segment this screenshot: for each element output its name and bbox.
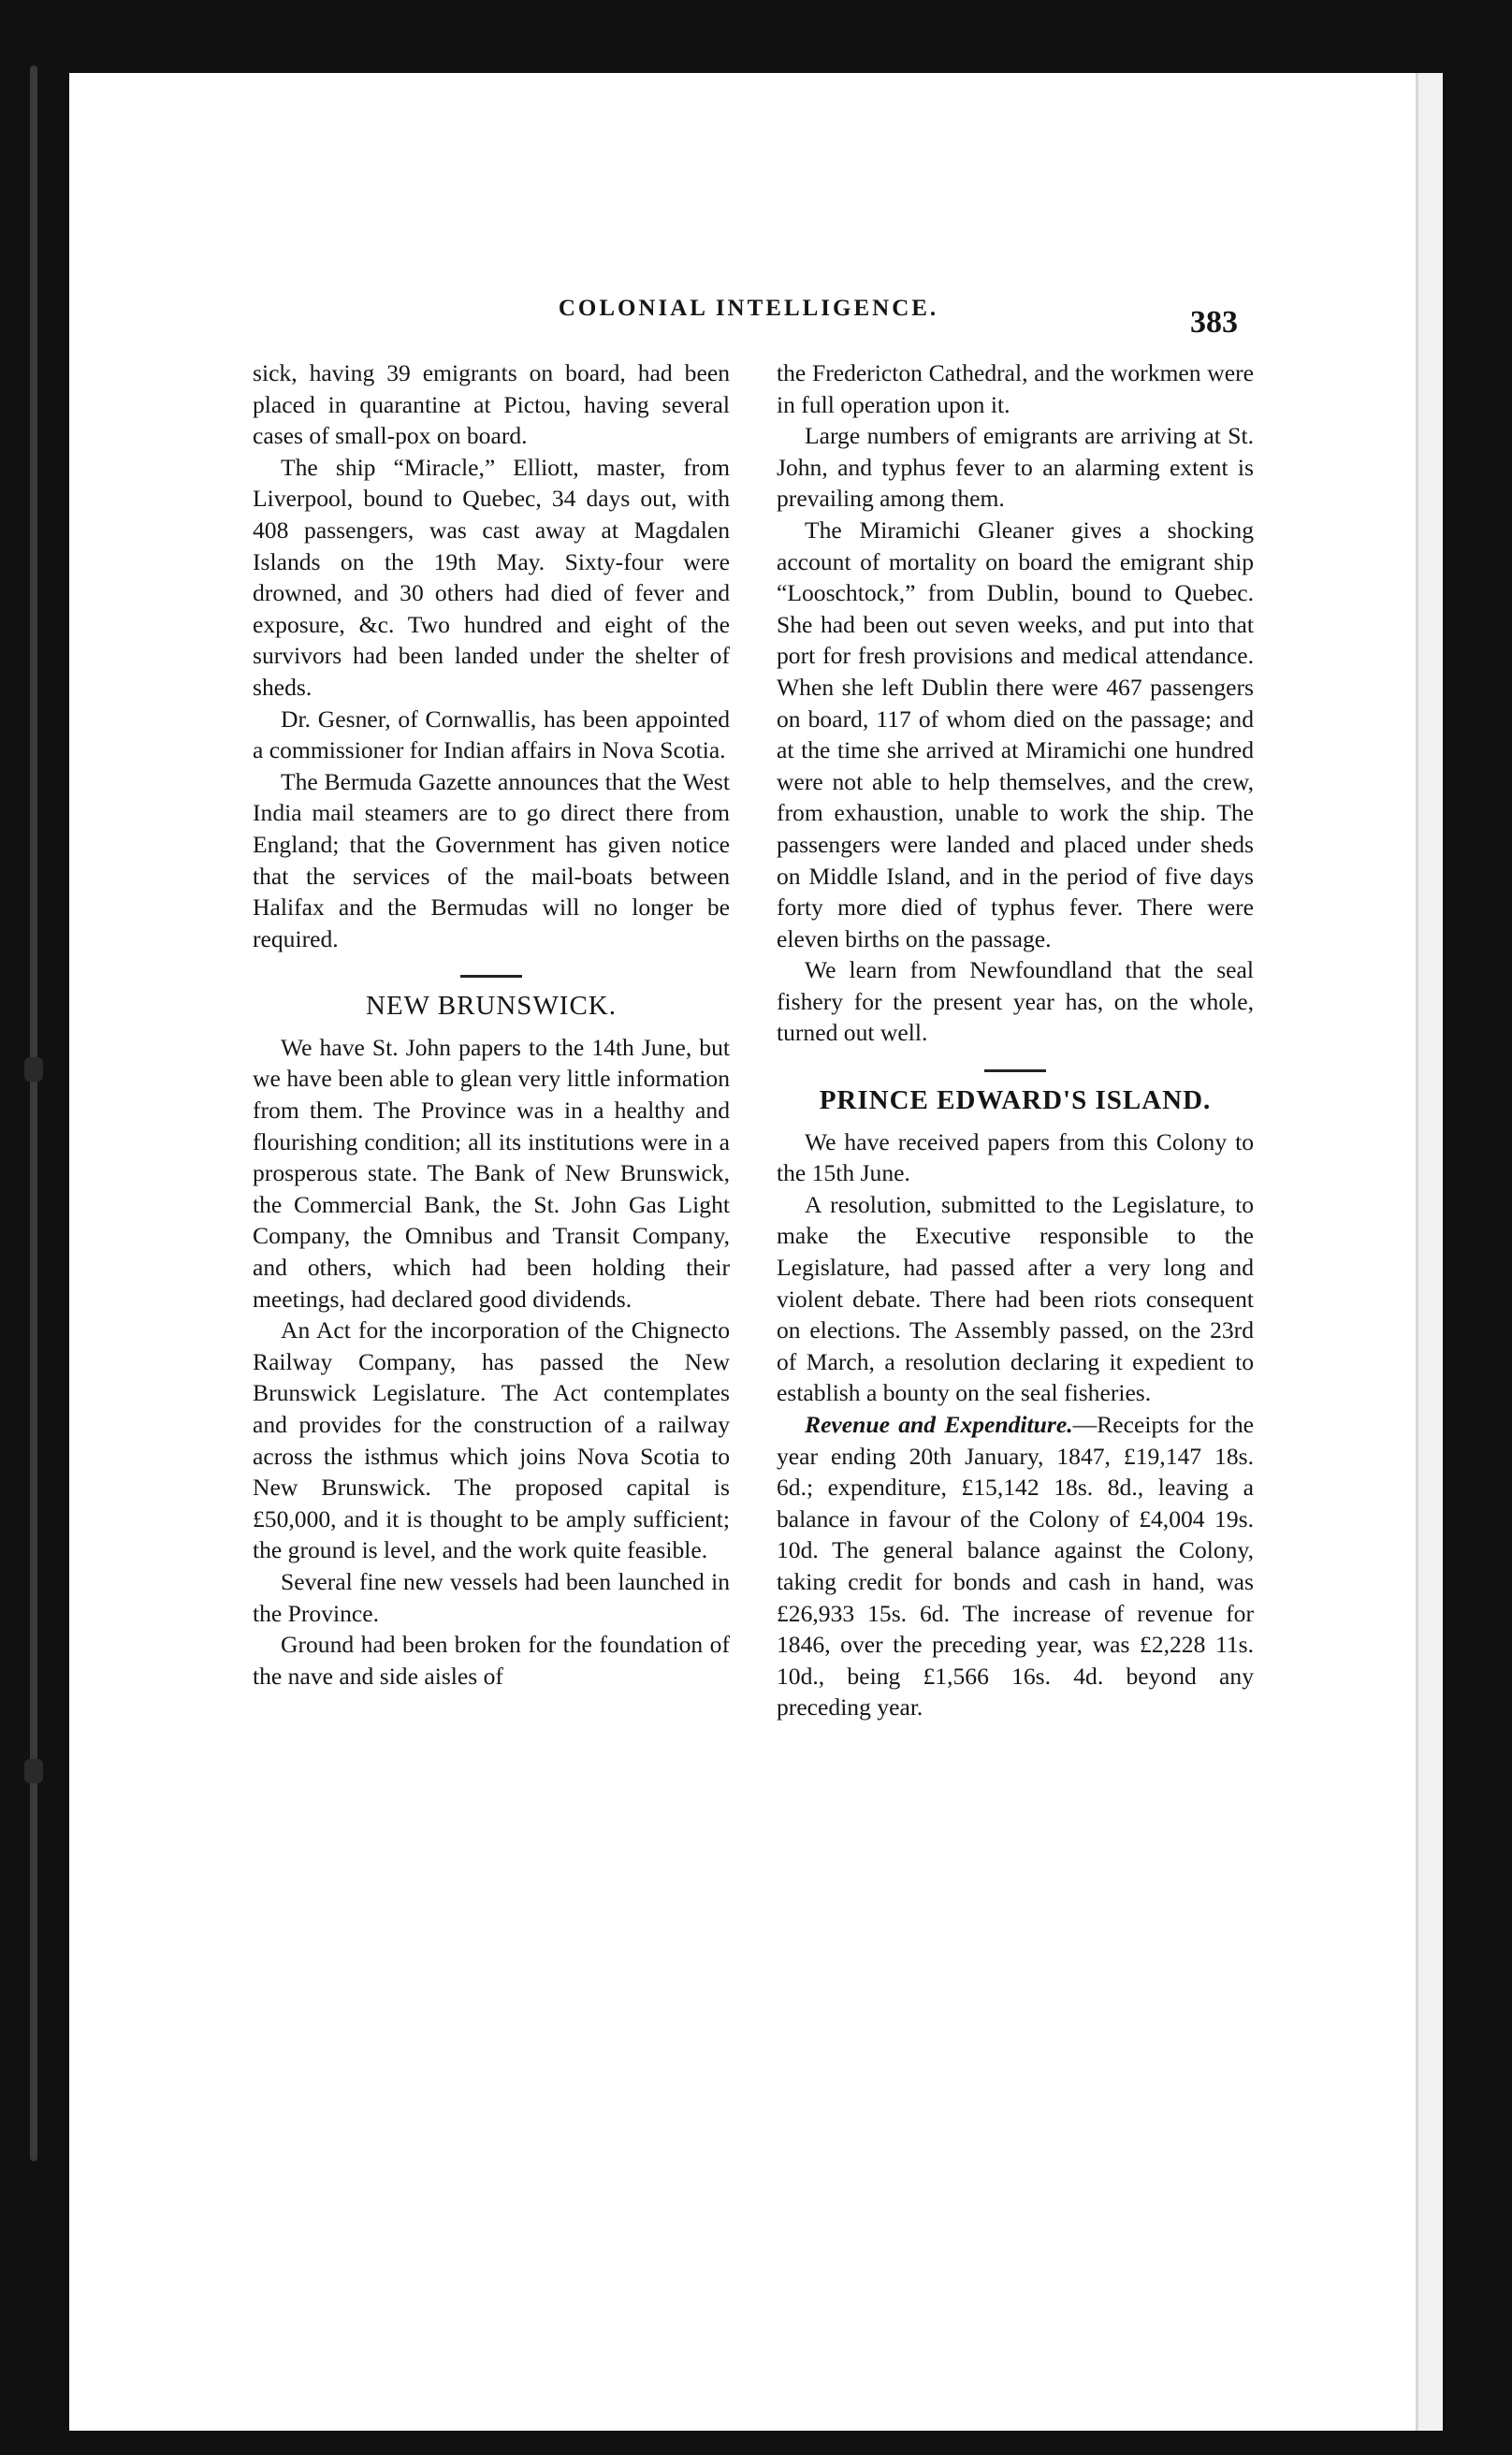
page-number: 383 [1190,305,1238,340]
paragraph: We learn from Newfoundland that the seal fishery for the present year has, on the whole, turned out well. [777,956,1254,1047]
paragraph: A resolution, submitted to the Legislature, to make the Executive responsible to the Legislature, had passed after a very long and violent debate. There had been riots consequent on elections. The Assembly passed, on the 23rd of March, a resolution declaring it expedient to establish a bounty on the seal fisheries. [777,1190,1254,1407]
paragraph: The ship “Miracle,” Elliott, master, from Liverpool, bound to Quebec, 34 days out, with 408 passengers, was cast away at Magdalen Islands on the 19th May. Sixty-four were drowned, and 30 others had died of fever and exposure, &c. Two hundred and eight of the survivors had been landed under the shelter of sheds. [253,453,730,701]
paragraph: The Miramichi Gleaner gives a shocking account of mortality on board the emigrant ship “Looschtock,” from Dublin, bound to Quebec. She had been out seven weeks, and put into that port for fresh provisions and medical attendance. When she left Dublin there were 467 passengers on board, 117 of whom died on the passage; and at the time she arrived at Miramichi one hundred were not able to help themselves, and the crew, from exhaustion, unable to work the ship. The passengers were landed and placed under sheds on Middle Island, and in the period of five days forty more died of typhus fever. There were eleven births on the passage. [777,516,1254,952]
revenue-lead: Revenue and Expenditure. [805,1411,1073,1438]
section-divider [984,1069,1046,1072]
paragraph: Ground had been broken for the foundation of the nave and side aisles of [253,1631,730,1690]
binding-knot [24,1759,43,1783]
paragraph: We have received papers from this Colony to the 15th June. [777,1127,1254,1187]
paragraph: the Fredericton Cathedral, and the workmen were in full operation upon it. [777,359,1254,418]
section-heading-new-brunswick: NEW BRUNSWICK. [365,991,618,1022]
paragraph: Large numbers of emigrants are arriving at St. John, and typhus fever to an alarming extent is prevailing among them. [777,422,1254,513]
paragraph: An Act for the incorporation of the Chignecto Railway Company, has passed the New Brunswick Legislature. The Act contemplates and provides for the construction of a railway across the isthmus which joins Nova Scotia to New Brunswick. The proposed capital is £50,000, and it is thought to be amply sufficient; the ground is level, and the work quite feasible. [253,1316,730,1564]
revenue-text: —Receipts for the year ending 20th January, 1847, £19,147 18s. 6d.; expenditure, £15,142 18s. 8d., leaving a balance in favour of the Colony of £4,004 19s. 10d. The general balance against the Colony, taking credit for bonds and cash in hand, was £26,933 15s. 6d. The increase of revenue for 1846, over the preceding year, was £2,228 11s. 10d., being £1,566 16s. 4d. beyond any preceding year. [777,1411,1254,1721]
binding-string [30,65,37,2161]
binding-knot [24,1057,43,1082]
running-head: COLONIAL INTELLIGENCE. [558,296,939,321]
section-heading-prince-edwards-island: PRINCE EDWARD'S ISLAND. [819,1085,1212,1116]
section-divider [460,975,522,978]
paragraph: sick, having 39 emigrants on board, had been placed in quarantine at Pictou, having several cases of small-pox on board. [253,359,730,450]
left-column [253,357,730,1692]
paragraph: The Bermuda Gazette announces that the West India mail steamers are to go direct there from England; that the Government has given notice that the services of the mail-boats between Halifax and the Bermudas will no longer be required. [253,767,730,952]
page-edge [1416,73,1443,2431]
paragraph: We have St. John papers to the 14th June, but we have been able to glean very little information from them. The Province was in a healthy and flourishing condition; all its institutions were in a prosperous state. The Bank of New Brunswick, the Commercial Bank, the St. John Gas Light Company, the Omnibus and Transit Company, and others, which had been holding their meetings, had declared good dividends. [253,1033,730,1313]
right-column [777,357,1254,1723]
paragraph: Several fine new vessels had been launched in the Province. [253,1567,730,1627]
paragraph: Dr. Gesner, of Cornwallis, has been appointed a commissioner for Indian affairs in Nova Scotia. [253,705,730,764]
paragraph-revenue [777,1409,1254,1723]
